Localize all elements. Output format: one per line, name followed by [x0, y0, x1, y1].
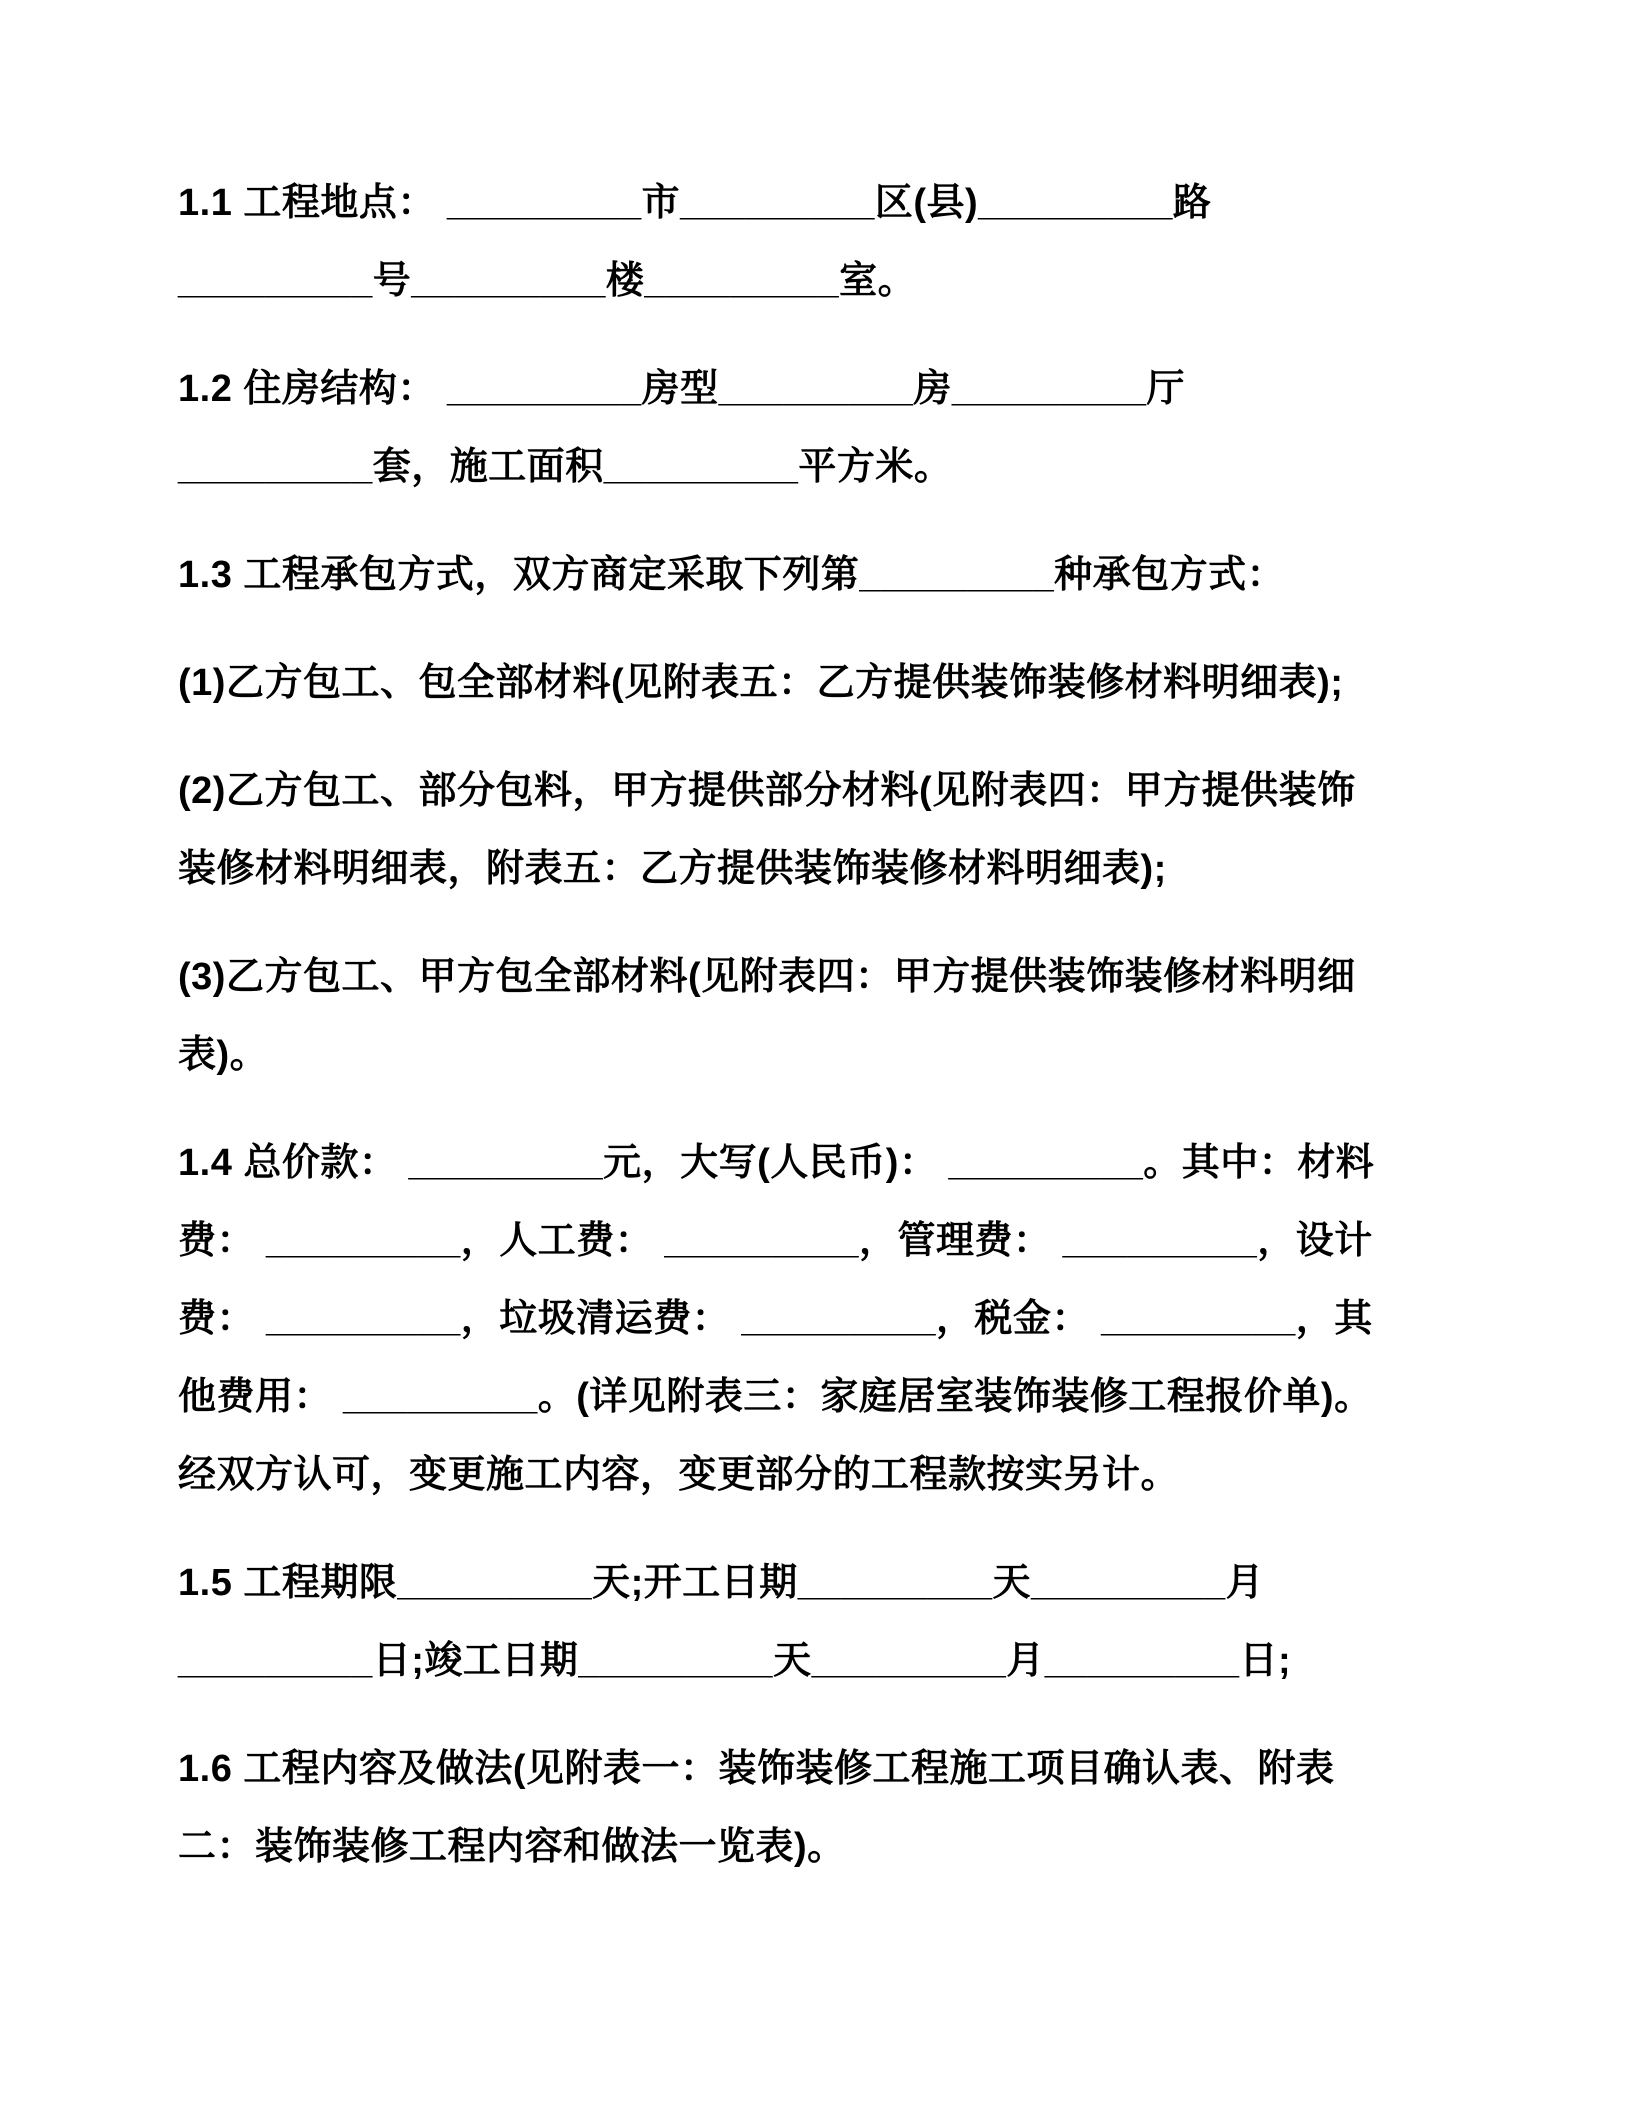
clause-line: 费： _________，垃圾清运费： _________，税金： _________，其: [178, 1298, 1373, 1340]
clause-line: (2)乙方包工、部分包料，甲方提供部分材料(见附表四：甲方提供装饰: [178, 770, 1356, 812]
clause-line: 他费用： _________。(详见附表三：家庭居室装饰装修工程报价单)。: [178, 1376, 1373, 1418]
clause-line: (3)乙方包工、甲方包全部材料(见附表四：甲方提供装饰装修材料明细: [178, 956, 1356, 998]
clause-1-4-total-price: [178, 1124, 1473, 1514]
clause-line: _________套，施工面积_________平方米。: [178, 446, 953, 488]
clause-line: 经双方认可，变更施工内容，变更部分的工程款按实另计。: [178, 1454, 1180, 1496]
clause-line: 装修材料明细表，附表五：乙方提供装饰装修材料明细表);: [178, 848, 1167, 890]
clause-line: 表)。: [178, 1034, 269, 1076]
clause-1-2-housing-structure: [178, 350, 1473, 506]
clause-line: 1.2 住房结构： _________房型_________房_________厅: [178, 368, 1186, 410]
clause-line: 1.5 工程期限_________天;开工日期_________天_________月: [178, 1562, 1265, 1604]
clause-line: _________号_________楼_________室。: [178, 260, 917, 302]
clause-line: 1.1 工程地点： _________市_________区(县)_________路: [178, 182, 1212, 224]
clause-1-6-project-content: [178, 1730, 1473, 1886]
clause-1-5-project-duration: [178, 1544, 1473, 1700]
clause-1-1-project-location: [178, 164, 1473, 320]
clause-line: _________日;竣工日期_________天_________月_________日;: [178, 1640, 1292, 1682]
clause-line: 二：装饰装修工程内容和做法一览表)。: [178, 1826, 846, 1868]
clause-line: 费： _________，人工费： _________，管理费： _________，设计: [178, 1220, 1373, 1262]
clause-line: (1)乙方包工、包全部材料(见附表五：乙方提供装饰装修材料明细表);: [178, 662, 1344, 704]
contract-option-2: [178, 752, 1473, 908]
clause-1-3-contracting-method: [178, 536, 1473, 614]
clause-line: 1.4 总价款： _________元，大写(人民币)： _________。其中：材料: [178, 1142, 1375, 1184]
contract-body-text: [178, 164, 1473, 1916]
clause-line: 1.6 工程内容及做法(见附表一：装饰装修工程施工项目确认表、附表: [178, 1748, 1335, 1790]
contract-option-3: [178, 938, 1473, 1094]
clause-line: 1.3 工程承包方式，双方商定采取下列第_________种承包方式：: [178, 554, 1286, 596]
contract-option-1: [178, 644, 1473, 722]
